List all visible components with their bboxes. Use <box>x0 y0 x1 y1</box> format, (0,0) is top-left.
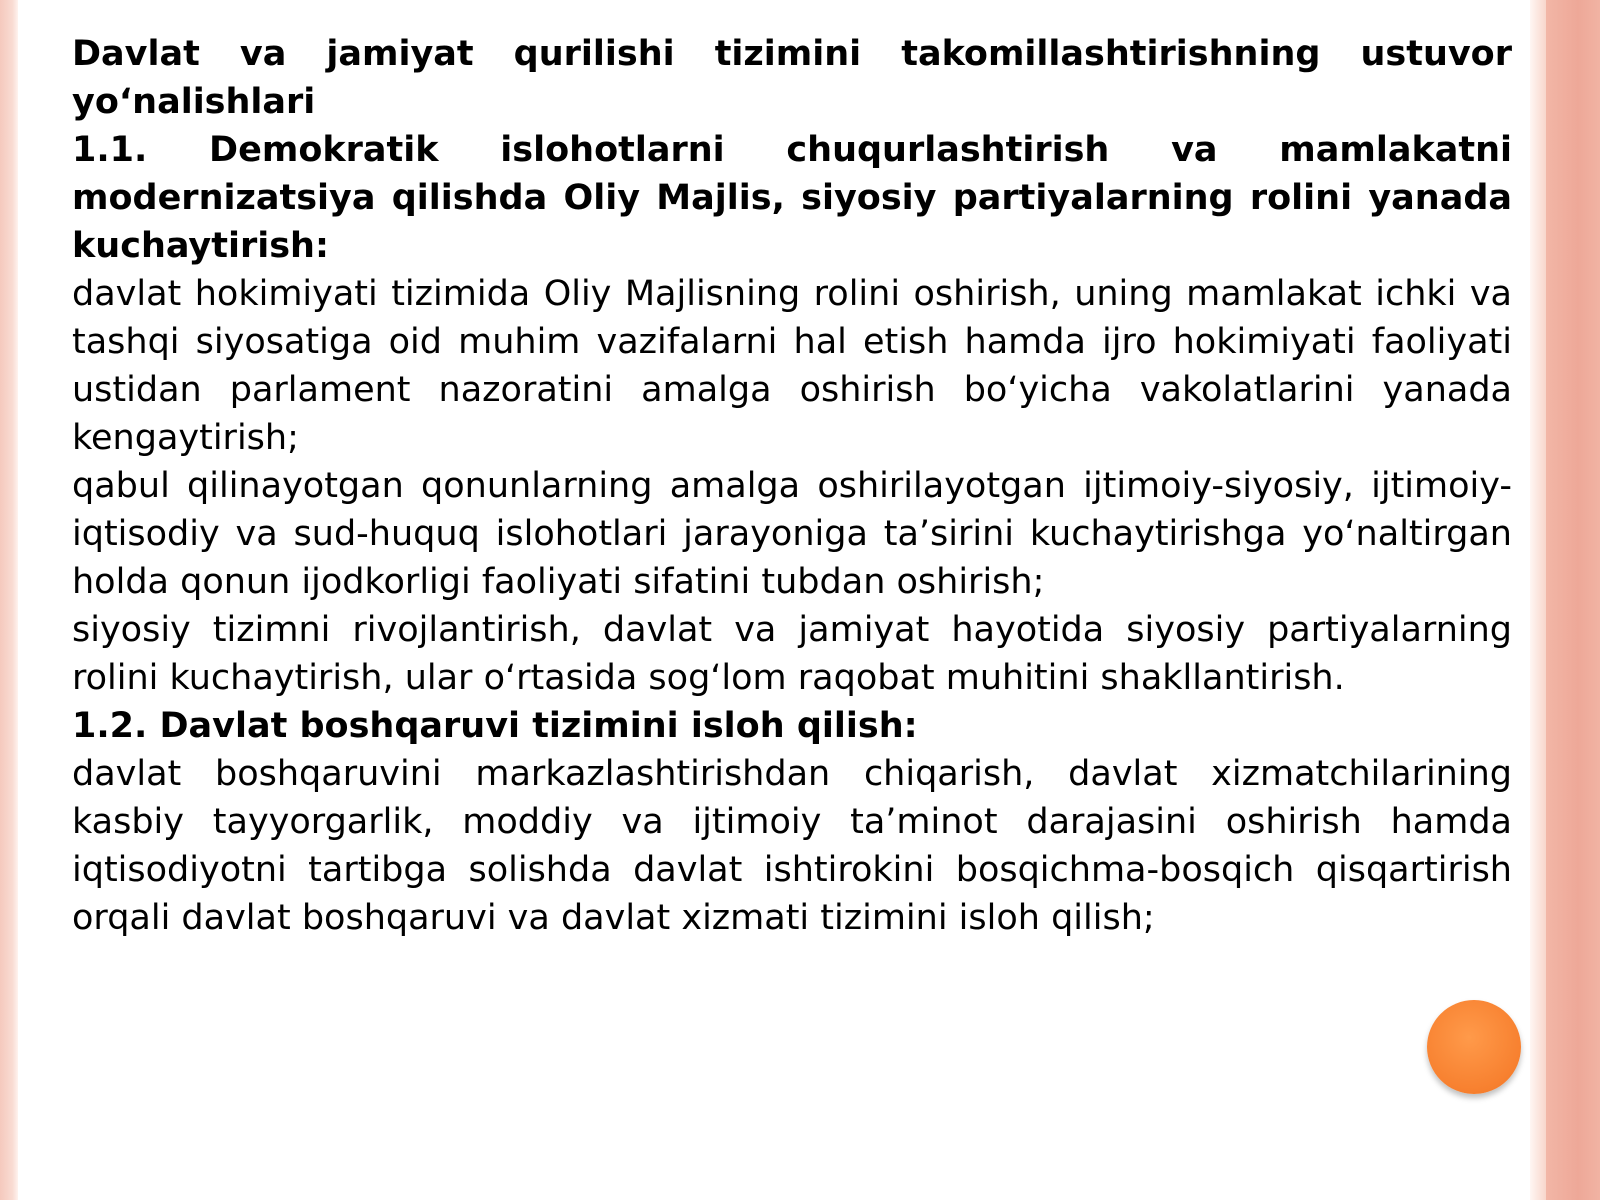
section-1-2-title: 1.2. Davlat boshqaruvi tizimini isloh qilish: <box>72 706 918 746</box>
right-decorative-stripe-light <box>1530 0 1546 1200</box>
orange-circle-decoration <box>1427 1000 1521 1094</box>
slide-content <box>72 30 1512 942</box>
section-1-1-title: 1.1. Demokratik islohotlarni chuqurlashtirish va mamlakatni modernizatsiya qilishda Oliy Majlis, siyosiy partiyalarning rolini yanada kuchaytirish: <box>72 130 1512 266</box>
section-1-1-item: siyosiy tizimni rivojlantirish, davlat va jamiyat hayotida siyosiy partiyalarning rolini kuchaytirish, ular o‘rtasida sog‘lom raqobat muhitini shakllantirish. <box>72 610 1512 698</box>
section-1-1-item: davlat hokimiyati tizimida Oliy Majlisning rolini oshirish, uning mamlakat ichki va tashqi siyosatiga oid muhim vazifalarni hal etish hamda ijro hokimiyati faoliyati ustidan parlament nazoratini amalga oshirish bo‘yicha vakolatlarini yanada kengaytirish; <box>72 274 1512 458</box>
right-decorative-stripe-dark <box>1546 0 1600 1200</box>
left-decorative-stripe <box>0 0 18 1200</box>
section-1-1-item: qabul qilinayotgan qonunlarning amalga oshirilayotgan ijtimoiy-siyosiy, ijtimoiy-iqtisodiy va sud-huquq islohotlari jarayoniga ta’sirini kuchaytirishga yo‘naltirgan holda qonun ijodkorligi faoliyati sifatini tubdan oshirish; <box>72 466 1512 602</box>
slide-heading: Davlat va jamiyat qurilishi tizimini takomillashtirishning ustuvor yo‘nalishlari <box>72 34 1512 122</box>
section-1-2-item: davlat boshqaruvini markazlashtirishdan chiqarish, davlat xizmatchilarining kasbiy tayyorgarlik, moddiy va ijtimoiy ta’minot darajasini oshirish hamda iqtisodiyotni tartibga solishda davlat ishtirokini bosqichma-bosqich qisqartirish orqali davlat boshqaruvi va davlat xizmati tizimini isloh qilish; <box>72 754 1512 938</box>
